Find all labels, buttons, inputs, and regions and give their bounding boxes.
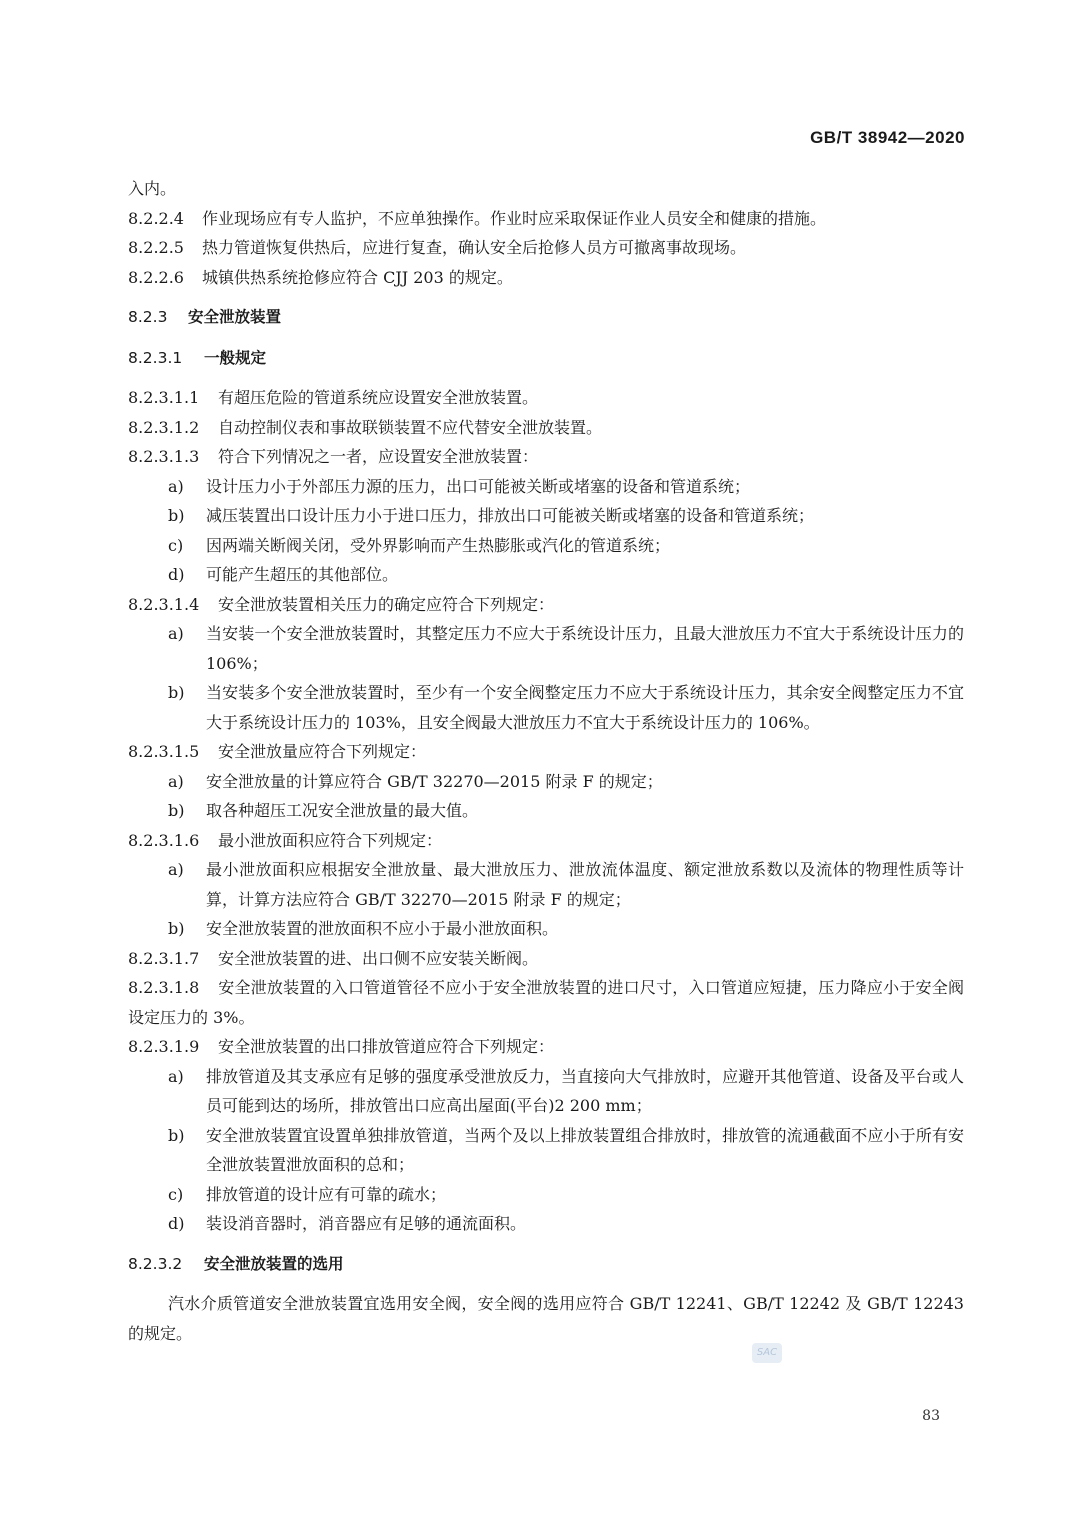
clause [128, 973, 964, 1032]
clause-number: 8.2.3.1.4 [128, 594, 200, 614]
list-item-label: a) [168, 1066, 184, 1086]
list-item-label: d) [168, 565, 185, 584]
list-item-label: a) [168, 860, 184, 879]
clause-number: 8.2.3.1.9 [128, 1037, 200, 1056]
paragraph: 汽水介质管道安全泄放装置宜选用安全阀，安全阀的选用应符合 GB/T 12241、GB/T 12242 及 GB/T 12243 的规定。 [128, 1294, 964, 1343]
list-item [128, 767, 964, 797]
clause-number: 8.2.3.1.3 [128, 447, 200, 466]
section-number: 8.2.3.2 [128, 1254, 183, 1273]
clause-text: 安全泄放装置的入口管道管径不应小于安全泄放装置的进口尺寸，入口管道应短捷，压力降应小于安全阀设定压力的 3%。 [128, 978, 964, 1027]
clause-number: 8.2.2.6 [128, 267, 184, 287]
list-item-text: 设计压力小于外部压力源的压力，出口可能被关断或堵塞的设备和管道系统； [206, 476, 751, 496]
list-item [128, 678, 964, 737]
list-item-label: b) [168, 683, 185, 702]
list-item [128, 1062, 964, 1121]
clause [128, 204, 964, 234]
clause [128, 383, 964, 413]
clause-text: 作业现场应有专人监护，不应单独操作。作业时应采取保证作业人员安全和健康的措施。 [202, 208, 827, 228]
list-item-text: 最小泄放面积应根据安全泄放量、最大泄放压力、泄放流体温度、额定泄放系数以及流体的物理性质等计算，计算方法应符合 GB/T 32270—2015 附录 F 的规定； [206, 860, 964, 909]
list-item-text: 当安装一个安全泄放装置时，其整定压力不应大于系统设计压力，且最大泄放压力不宜大于系统设计压力的 106%； [206, 624, 964, 673]
list-item-label: b) [168, 919, 185, 938]
list-item [128, 619, 964, 678]
section-title: 安全泄放装置 [188, 308, 282, 326]
list-item [128, 796, 964, 826]
clause-text: 城镇供热系统抢修应符合 CJJ 203 的规定。 [202, 267, 513, 287]
clause-text: 最小泄放面积应符合下列规定： [218, 830, 443, 850]
sac-watermark-logo: SAC [752, 1343, 782, 1363]
list-item-label: d) [168, 1214, 185, 1233]
section-heading [128, 344, 964, 374]
list-item [128, 914, 964, 944]
clause-text: 自动控制仪表和事故联锁装置不应代替安全泄放装置。 [218, 417, 603, 437]
list-item [128, 472, 964, 502]
clause-number: 8.2.2.4 [128, 208, 184, 228]
list-item-label: a) [168, 476, 184, 496]
list-item [128, 560, 964, 590]
list-item-text: 排放管道的设计应有可靠的疏水； [206, 1184, 447, 1204]
clause [128, 442, 964, 472]
clause-text: 符合下列情况之一者，应设置安全泄放装置： [218, 447, 539, 466]
list-item-label: c) [168, 535, 184, 555]
clause [128, 233, 964, 263]
clause-text: 安全泄放量应符合下列规定： [218, 742, 427, 761]
clause-number: 8.2.3.1.1 [128, 388, 200, 407]
clause [128, 737, 964, 767]
list-item-label: a) [168, 624, 184, 643]
list-item-label: b) [168, 1125, 185, 1145]
list-item-text: 安全泄放装置宜设置单独排放管道，当两个及以上排放装置组合排放时，排放管的流通截面不应小于所有安全泄放装置泄放面积的总和； [206, 1125, 964, 1174]
page-number: 83 [922, 1408, 940, 1424]
clause [128, 1032, 964, 1062]
continued-text: 入内。 [128, 179, 177, 198]
clause [128, 263, 964, 293]
list-item-text: 装设消音器时，消音器应有足够的通流面积。 [206, 1214, 527, 1233]
clause-text: 有超压危险的管道系统应设置安全泄放装置。 [218, 388, 539, 407]
section-heading [128, 303, 964, 333]
list-item-label: b) [168, 801, 185, 820]
list-item-text: 排放管道及其支承应有足够的强度承受泄放反力，当直接向大气排放时，应避开其他管道、设备及平台或人员可能到达的场所，排放管出口应高出屋面(平台)2 200 mm； [206, 1066, 964, 1115]
clause [128, 590, 964, 620]
list-item-label: b) [168, 506, 185, 525]
list-item [128, 1180, 964, 1210]
clause-number: 8.2.3.1.6 [128, 830, 200, 850]
clause-number: 8.2.2.5 [128, 238, 184, 257]
list-item-text: 安全泄放装置的泄放面积不应小于最小泄放面积。 [206, 919, 559, 938]
list-item [128, 1209, 964, 1239]
list-item [128, 501, 964, 531]
clause-text: 安全泄放装置的进、出口侧不应安装关断阀。 [218, 948, 539, 968]
list-item-text: 安全泄放量的计算应符合 GB/T 32270—2015 附录 F 的规定； [206, 771, 663, 791]
list-item-label: c) [168, 1184, 184, 1204]
clause-number: 8.2.3.1.5 [128, 742, 200, 761]
section-heading [128, 1250, 964, 1280]
list-item-text: 当安装多个安全泄放装置时，至少有一个安全阀整定压力不应大于系统设计压力，其余安全阀整定压力不宜大于系统设计压力的 103%，且安全阀最大泄放压力不宜大于系统设计压力的 106%。 [206, 683, 964, 732]
section-number: 8.2.3 [128, 308, 168, 326]
clause-number: 8.2.3.1.2 [128, 417, 200, 437]
list-item [128, 855, 964, 914]
list-item-text: 减压装置出口设计压力小于进口压力，排放出口可能被关断或堵塞的设备和管道系统； [206, 506, 815, 525]
list-item-label: a) [168, 771, 184, 791]
clause [128, 413, 964, 443]
clause-text: 安全泄放装置的出口排放管道应符合下列规定： [218, 1037, 555, 1056]
document-body [128, 174, 964, 1348]
list-item-text: 可能产生超压的其他部位。 [206, 565, 399, 584]
clause-text: 安全泄放装置相关压力的确定应符合下列规定： [218, 594, 555, 614]
clause-number: 8.2.3.1.7 [128, 948, 200, 968]
list-item-text: 因两端关断阀关闭，受外界影响而产生热膨胀或汽化的管道系统； [206, 535, 671, 555]
clause-number: 8.2.3.1.8 [128, 978, 200, 997]
section-number: 8.2.3.1 [128, 348, 183, 367]
section-title: 一般规定 [204, 348, 267, 367]
clause [128, 944, 964, 974]
standard-number-header: GB/T 38942—2020 [810, 128, 965, 147]
section-title: 安全泄放装置的选用 [204, 1254, 344, 1273]
clause-text: 热力管道恢复供热后，应进行复查，确认安全后抢修人员方可撤离事故现场。 [202, 238, 747, 257]
list-item [128, 531, 964, 561]
list-item [128, 1121, 964, 1180]
list-item-text: 取各种超压工况安全泄放量的最大值。 [206, 801, 479, 820]
clause [128, 826, 964, 856]
